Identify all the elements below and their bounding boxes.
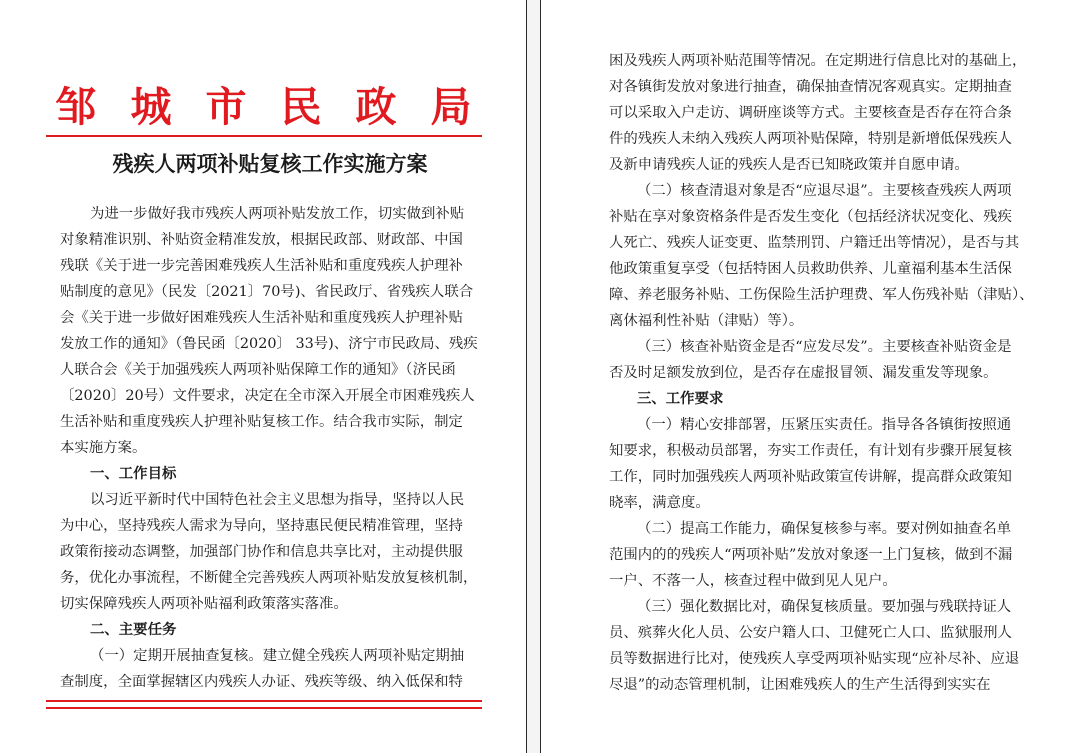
right-document-page bbox=[540, 0, 1080, 753]
left-line-7: 人联合会《关于加强残疾人两项补贴保障工作的通知》（济民函 bbox=[60, 362, 456, 378]
left-line-6: 发放工作的通知》（鲁民函〔2020〕 33号)、济宁市民政局、残疾 bbox=[60, 336, 478, 352]
left-line-8: 〔2020〕20号）文件要求，决定在全市深入开展全市困难残疾人 bbox=[60, 388, 475, 404]
section-heading-tasks: 二、主要任务 bbox=[90, 621, 177, 638]
right-line-9: 他政策重复享受（包括特困人员救助供养、儿童福利基本生活保 bbox=[609, 261, 1012, 277]
left-line-9: 生活补贴和重度残疾人护理补贴复核工作。结合我市实际，制定 bbox=[60, 414, 463, 430]
footer-red-rule-bottom bbox=[46, 707, 482, 709]
right-line-1: 困及残疾人两项补贴范围等情况。在定期进行信息比对的基础上， bbox=[609, 53, 1027, 69]
left-line-18: （一）定期开展抽查复核。建立健全残疾人两项补贴定期抽 bbox=[90, 648, 465, 664]
letterhead-red-rule bbox=[46, 135, 482, 137]
left-line-5: 会《关于进一步做好困难残疾人生活补贴和重度残疾人护理补贴 bbox=[60, 310, 463, 326]
left-line-4: 贴制度的意见》（民发〔2021〕70号)、省民政厅、省残疾人联合 bbox=[60, 284, 474, 300]
right-line-7: 补贴在享对象资格条件是否发生变化（包括经济状况变化、残疾 bbox=[609, 209, 1012, 225]
right-line-6: （二）核查清退对象是否“应退尽退”。主要核查残疾人两项 bbox=[637, 183, 1012, 199]
right-line-13: 否及时足额发放到位，是否存在虚报冒领、漏发重发等现象。 bbox=[609, 365, 998, 381]
right-line-23: 员、殡葬火化人员、公安户籍人口、卫健死亡人口、监狱服刑人 bbox=[609, 625, 1012, 641]
left-line-19: 查制度，全面掌握辖区内残疾人办证、残疾等级、纳入低保和特 bbox=[60, 674, 463, 690]
section-heading-goals: 一、工作目标 bbox=[90, 465, 177, 482]
right-line-21: 一户、不落一人，核查过程中做到见人见户。 bbox=[609, 573, 897, 589]
left-line-13: 为中心，坚持残疾人需求为导向，坚持惠民便民精准管理，坚持 bbox=[60, 518, 463, 534]
left-line-1: 为进一步做好我市残疾人两项补贴发放工作，切实做到补贴 bbox=[90, 206, 465, 222]
right-line-10: 障、养老服务补贴、工伤保险生活护理费、军人伤残补贴（津贴）、 bbox=[609, 287, 1034, 303]
right-line-3: 可以采取入户走访、调研座谈等方式。主要核查是否存在符合条 bbox=[609, 105, 1012, 121]
right-line-17: 工作，同时加强残疾人两项补贴政策宣传讲解，提高群众政策知 bbox=[609, 469, 1012, 485]
right-line-2: 对各镇街发放对象进行抽查，确保抽查情况客观真实。定期抽查 bbox=[609, 79, 1012, 95]
right-line-4: 件的残疾人未纳入残疾人两项补贴保障，特别是新增低保残疾人 bbox=[609, 131, 1012, 147]
left-line-3: 残联《关于进一步完善困难残疾人生活补贴和重度残疾人护理补 bbox=[60, 258, 463, 274]
right-line-18: 晓率，满意度。 bbox=[609, 495, 710, 511]
left-line-10: 本实施方案。 bbox=[60, 440, 147, 456]
page-gutter bbox=[527, 0, 540, 753]
right-line-24: 员等数据进行比对，使残疾人享受两项补贴实现“应补尽补、应退 bbox=[609, 651, 1020, 667]
letterhead-org-name: 邹城市民政局 bbox=[55, 83, 506, 131]
right-line-22: （三）强化数据比对，确保复核质量。要加强与残联持证人 bbox=[637, 599, 1012, 615]
section-heading-requirements: 三、工作要求 bbox=[637, 390, 724, 407]
left-line-16: 切实保障残疾人两项补贴福利政策落实落准。 bbox=[60, 596, 348, 612]
left-line-14: 政策衔接动态调整，加强部门协作和信息共享比对，主动提供服 bbox=[60, 544, 463, 560]
left-document-page bbox=[0, 0, 527, 753]
right-line-25: 尽退”的动态管理机制，让困难残疾人的生产生活得到实实在 bbox=[609, 677, 991, 693]
document-title: 残疾人两项补贴复核工作实施方案 bbox=[112, 151, 428, 176]
right-line-20: 范围内的的残疾人“两项补贴”发放对象逐一上门复核，做到不漏 bbox=[609, 547, 1013, 563]
right-line-15: （一）精心安排部署，压紧压实责任。指导各各镇街按照通 bbox=[637, 417, 1012, 433]
left-line-2: 对象精准识别、补贴资金精准发放，根据民政部、财政部、中国 bbox=[60, 232, 463, 248]
right-line-11: 离休福利性补贴（津贴）等）。 bbox=[609, 313, 804, 329]
right-line-19: （二）提高工作能力，确保复核参与率。要对例如抽查名单 bbox=[637, 521, 1012, 537]
left-line-12: 以习近平新时代中国特色社会主义思想为指导，坚持以人民 bbox=[90, 492, 465, 508]
left-line-15: 务，优化办事流程，不断健全完善残疾人两项补贴发放复核机制， bbox=[60, 570, 478, 586]
right-line-16: 知要求，积极动员部署，夯实工作责任，有计划有步骤开展复核 bbox=[609, 443, 1012, 459]
footer-red-rule-top bbox=[46, 700, 482, 702]
right-line-12: （三）核查补贴资金是否“应发尽发”。主要核查补贴资金是 bbox=[637, 339, 1012, 355]
right-line-8: 人死亡、残疾人证变更、监禁刑罚、户籍迁出等情况），是否与其 bbox=[609, 235, 1020, 251]
right-line-5: 及新申请残疾人证的残疾人是否已知晓政策并自愿申请。 bbox=[609, 157, 969, 173]
